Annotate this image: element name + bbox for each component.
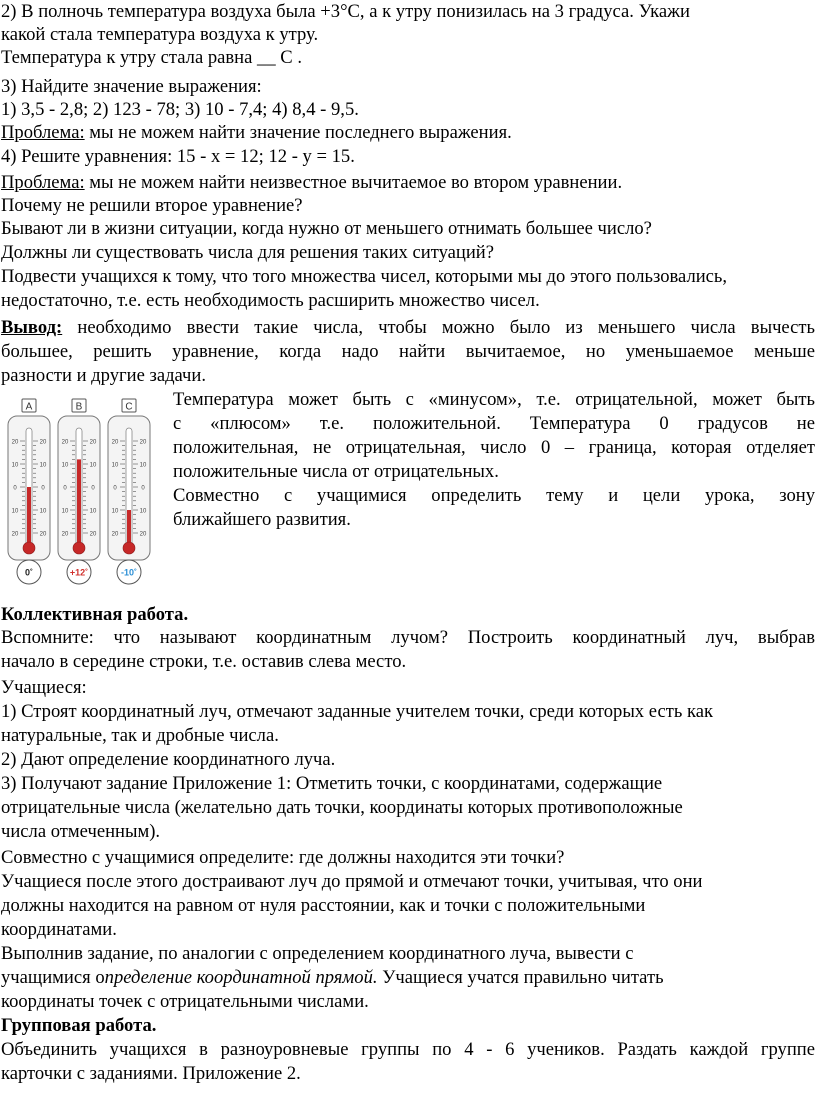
text-line: Совместно с учащимися определите: где должны находится эти точки? xyxy=(1,847,565,868)
text-line: ближайшего развития. xyxy=(173,509,351,530)
text-line: 2) Дают определение координатного луча. xyxy=(1,749,336,770)
text-line: 1) Строят координатный луч, отмечают заданные учителем точки, среди которых есть как xyxy=(1,701,714,722)
text-line: положительные числа от отрицательных. xyxy=(173,461,499,482)
text-line: должны находится на равном от нуля расстоянии, как и точки с положительными xyxy=(1,895,646,916)
text-line: недостаточно, т.е. есть необходимость расширить множество чисел. xyxy=(1,290,540,311)
text-line: Выполнив задание, по аналогии с определением координатного луча, вывести с xyxy=(1,943,634,964)
text-line: натуральные, так и дробные числа. xyxy=(1,725,279,746)
thermometer-reading: -10˚ xyxy=(120,567,138,578)
scale-label: 20 xyxy=(111,439,119,446)
thermometer-a xyxy=(8,399,50,584)
scale-label: 10 xyxy=(89,508,97,515)
thermometer-bulb xyxy=(23,542,35,554)
section-heading: Групповая работа. xyxy=(1,1015,157,1036)
scale-label: 10 xyxy=(39,462,47,469)
mercury-column xyxy=(77,459,81,548)
text-line: большее, решить уравнение, когда надо найти вычитаемое, но уменьшаемое меньше xyxy=(1,341,815,362)
definition-emphasis: пределение координатной прямой. xyxy=(104,967,378,988)
thermometer-b xyxy=(58,399,100,584)
scale-label: 10 xyxy=(111,462,119,469)
text-line: 2) В полночь температура воздуха была +3°С, а к утру понизилась на 3 градуса. Укажи xyxy=(1,1,690,22)
text-line: Учащиеся: xyxy=(1,677,87,698)
scale-label: 0 xyxy=(91,485,95,492)
text-line: Совместно с учащимися определить тему и цели урока, зону xyxy=(173,485,815,506)
scale-label: 20 xyxy=(11,439,19,446)
text-line: с «плюсом» т.е. положительной. Температура 0 градусов не xyxy=(173,413,815,434)
thermometers-illustration xyxy=(6,398,154,588)
scale-label: 0 xyxy=(41,485,45,492)
scale-label: 10 xyxy=(139,508,147,515)
scale-label: 0 xyxy=(13,485,17,492)
text-line: Температура к утру стала равна __ С . xyxy=(1,47,302,68)
scale-label: 10 xyxy=(139,462,147,469)
problem-label: Проблема: xyxy=(1,172,85,193)
scale-label: 10 xyxy=(39,508,47,515)
scale-label: 10 xyxy=(61,462,69,469)
text-line: отрицательные числа (желательно дать точки, координаты которых противоположные xyxy=(1,797,683,818)
thermometer-bulb xyxy=(73,542,85,554)
text-line: Вспомните: что называют координатным лучом? Построить координатный луч, выбрав xyxy=(1,627,815,648)
definition-line xyxy=(1,966,664,989)
text-line: какой стала температура воздуха к утру. xyxy=(1,24,319,45)
scale-label: 20 xyxy=(111,531,119,538)
text-line: 3) Получают задание Приложение 1: Отметить точки, с координатами, содержащие xyxy=(1,773,663,794)
scale-label: 20 xyxy=(39,439,47,446)
text-line: разности и другие задачи. xyxy=(1,365,206,386)
text-line: координаты точек с отрицательными числами. xyxy=(1,991,369,1012)
text-line: карточки с заданиями. Приложение 2. xyxy=(1,1063,301,1084)
text-line: положительная, не отрицательная, число 0 – граница, которая отделяет xyxy=(173,437,815,458)
mercury-column xyxy=(27,487,31,548)
scale-label: 0 xyxy=(63,485,67,492)
text-line: 4) Решите уравнения: 15 - х = 12; 12 - у = 15. xyxy=(1,146,355,167)
scale-label: 20 xyxy=(89,531,97,538)
text-line: Температура может быть с «минусом», т.е. отрицательной, может быть xyxy=(173,389,815,410)
problem-text: мы не можем найти неизвестное вычитаемое во втором уравнении. xyxy=(84,172,623,193)
section-heading: Коллективная работа. xyxy=(1,604,189,625)
problem-text: мы не можем найти значение последнего выражения. xyxy=(84,122,512,143)
scale-label: 10 xyxy=(89,462,97,469)
text-line: координатами. xyxy=(1,919,117,940)
scale-label: 10 xyxy=(11,462,19,469)
conclusion-line xyxy=(1,316,815,339)
conclusion-text: необходимо ввести такие числа, чтобы можно было из меньшего числа вычесть xyxy=(62,317,815,338)
problem-line xyxy=(1,171,622,194)
problem-line xyxy=(1,121,512,144)
text-line: числа отмеченным). xyxy=(1,821,161,842)
thermometer-letter: B xyxy=(75,401,83,413)
scale-label: 20 xyxy=(139,531,147,538)
scale-label: 0 xyxy=(141,485,145,492)
scale-label: 10 xyxy=(11,508,19,515)
text-line: Почему не решили второе уравнение? xyxy=(1,195,303,216)
scale-label: 20 xyxy=(89,439,97,446)
scale-label: 0 xyxy=(113,485,117,492)
scale-label: 10 xyxy=(111,508,119,515)
text-line: Должны ли существовать числа для решения таких ситуаций? xyxy=(1,242,494,263)
thermometer-bulb xyxy=(123,542,135,554)
thermometer-reading: 0˚ xyxy=(24,567,34,578)
thermometer-letter: A xyxy=(25,401,33,413)
text-line: Бывают ли в жизни ситуации, когда нужно от меньшего отнимать большее число? xyxy=(1,218,652,239)
problem-label: Проблема: xyxy=(1,122,85,143)
scale-label: 20 xyxy=(61,531,69,538)
scale-label: 10 xyxy=(61,508,69,515)
text-line: Подвести учащихся к тому, что того множества чисел, которыми мы до этого пользовались, xyxy=(1,266,728,287)
text-line: начало в середине строки, т.е. оставив слева место. xyxy=(1,651,407,672)
thermometer-reading: +12˚ xyxy=(69,567,89,578)
scale-label: 20 xyxy=(39,531,47,538)
conclusion-label: Вывод: xyxy=(1,317,63,338)
scale-label: 20 xyxy=(139,439,147,446)
thermometer-c xyxy=(108,399,150,584)
text-line: 1) 3,5 - 2,8; 2) 123 - 78; 3) 10 - 7,4; 4) 8,4 - 9,5. xyxy=(1,99,359,120)
text-fragment: Учащиеся учатся правильно читать xyxy=(377,967,664,988)
scale-label: 20 xyxy=(11,531,19,538)
scale-label: 20 xyxy=(61,439,69,446)
text-fragment: учащимися о xyxy=(1,967,105,988)
text-line: Объединить учащихся в разноуровневые группы по 4 - 6 учеников. Раздать каждой группе xyxy=(1,1039,815,1060)
text-line: 3) Найдите значение выражения: xyxy=(1,76,262,97)
thermometer-letter: C xyxy=(125,401,133,413)
text-line: Учащиеся после этого достраивают луч до прямой и отмечают точки, учитывая, что они xyxy=(1,871,703,892)
